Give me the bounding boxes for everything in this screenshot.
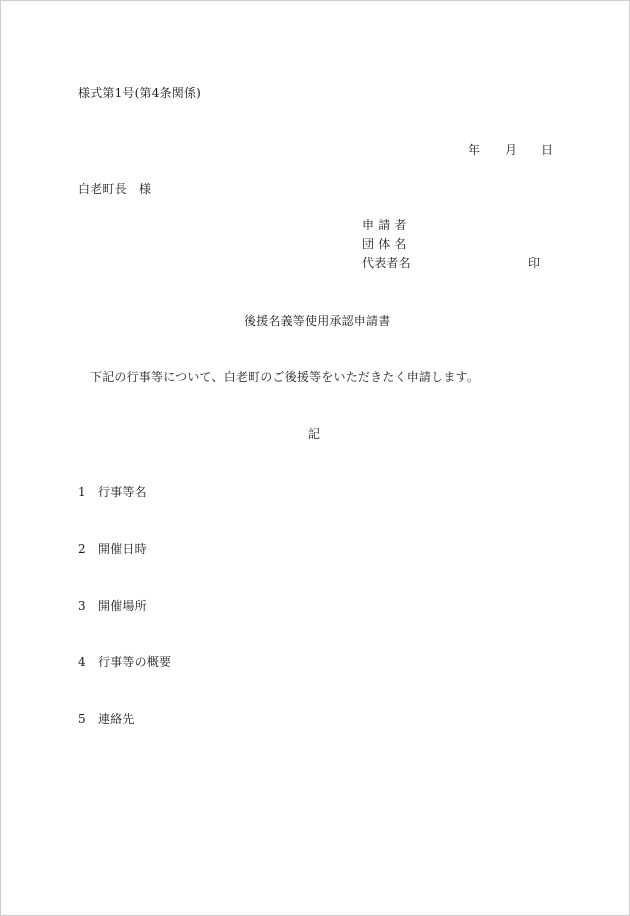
addressee: 白老町長 様	[78, 182, 152, 196]
date-year-label: 年	[468, 143, 481, 157]
ki-heading: 記	[308, 427, 321, 441]
form-number: 様式第1号(第4条関係)	[78, 86, 202, 100]
date-month-label: 月	[505, 143, 518, 157]
body-text: 下記の行事等について、白老町のご後援等をいただきたく申請します。	[90, 370, 479, 384]
document-title: 後援名義等使用承認申請書	[244, 314, 391, 328]
organization-name-label: 団 体 名	[362, 237, 407, 251]
seal-label: 印	[528, 256, 541, 270]
item-venue: 3 開催場所	[78, 599, 147, 613]
item-datetime: 2 開催日時	[78, 542, 147, 556]
representative-name-label: 代表者名	[362, 256, 411, 270]
item-event-overview: 4 行事等の概要	[78, 655, 172, 669]
date-day-label: 日	[541, 143, 554, 157]
item-contact: 5 連絡先	[78, 712, 135, 726]
item-event-name: 1 行事等名	[78, 485, 147, 499]
applicant-label: 申 請 者	[362, 218, 407, 232]
